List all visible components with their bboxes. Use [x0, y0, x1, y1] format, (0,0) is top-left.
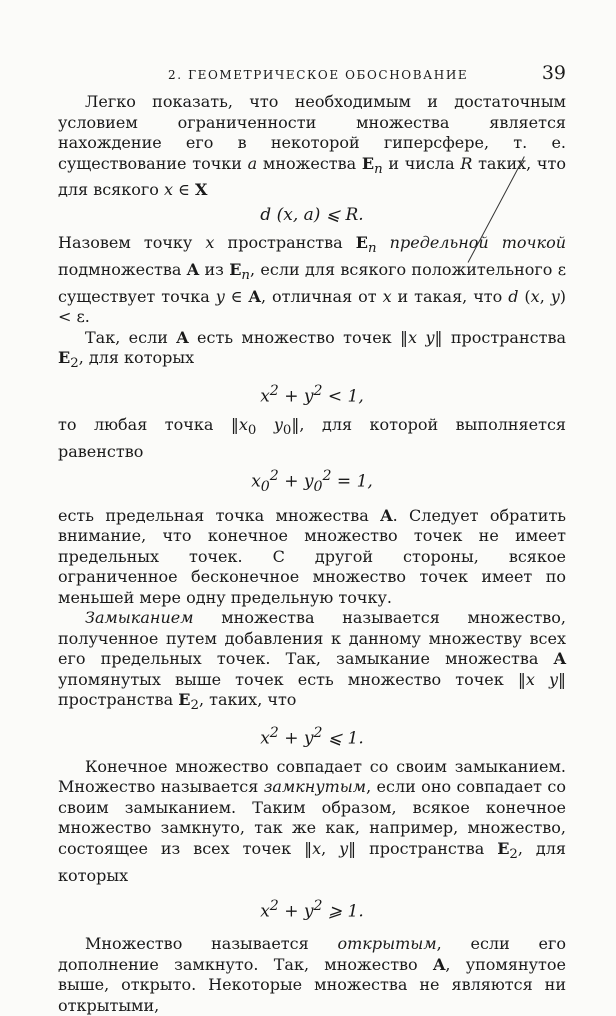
running-head: 2. ГЕОМЕТРИЧЕСКОЕ ОБОСНОВАНИЕ — [168, 68, 469, 82]
page-number: 39 — [541, 62, 566, 84]
book-page — [58, 62, 566, 1016]
formula: $x_0^2 + y_0^2 = 1$, — [251, 468, 373, 496]
paragraph: Назовем точку x пространства $E_n$ предельной точкой подмножества A из $E_n$, если для всякого положительного ε существует точка y ∈ A, отличная от x и такая, что d (x, y) < ε. — [58, 233, 567, 327]
paragraph: есть предельная точка множества A. Следует обратить внимание, что конечное множество точек не имеет предельных точек. С другой стороны, всякое ограниченное бесконечное множество точек имеет по меньшей мере одну предельную точку. — [58, 505, 566, 607]
formula: $x^2 + y^2$ ⩽ 1. — [260, 724, 364, 749]
paragraph: Так, если A есть множество точек ‖x y‖ пространства $E_2$, для которых — [58, 327, 566, 372]
page-body — [58, 92, 566, 1016]
formula: $x^2 + y^2 < 1$, — [260, 382, 364, 407]
paragraph: Множество называется открытым, если его дополнение замкнуто. Так, множество A, упомянутое выше, открыто. Некоторые множества не являются ни открытыми, — [58, 934, 566, 1015]
formula: $x^2 + y^2$ ⩾ 1. — [260, 898, 364, 922]
paragraph: Замыканием множества называется множество, полученное путем добавления к данному множеству всех его предельных точек. Так, замыкание множества A упомянутых выше точек есть множество точек ‖x y‖ пространства $E_2$, таких, что — [58, 608, 566, 714]
paragraph: то любая точка $‖x_0$ $y_0‖$, для которой выполняется равенство — [58, 414, 567, 461]
formula: d (x, a) ⩽ R. — [260, 204, 364, 225]
paragraph: Легко показать, что необходимым и достаточным условием ограниченности множества является нахождение его в некоторой гиперсфере, т. е. существование точки a множества $E_n$ и числа R таких, что для всякого x ∈ X — [58, 92, 566, 200]
page-header — [58, 62, 566, 92]
paragraph: Конечное множество совпадает со своим замыканием. Множество называется замкнутым, если оно совпадает со своим замыканием. Таким образом, всякое конечное множество замкнуто, так же как, например, множество, состоящее из всех точек ‖x, y‖ пространства $E_2$, для которых — [58, 756, 567, 885]
